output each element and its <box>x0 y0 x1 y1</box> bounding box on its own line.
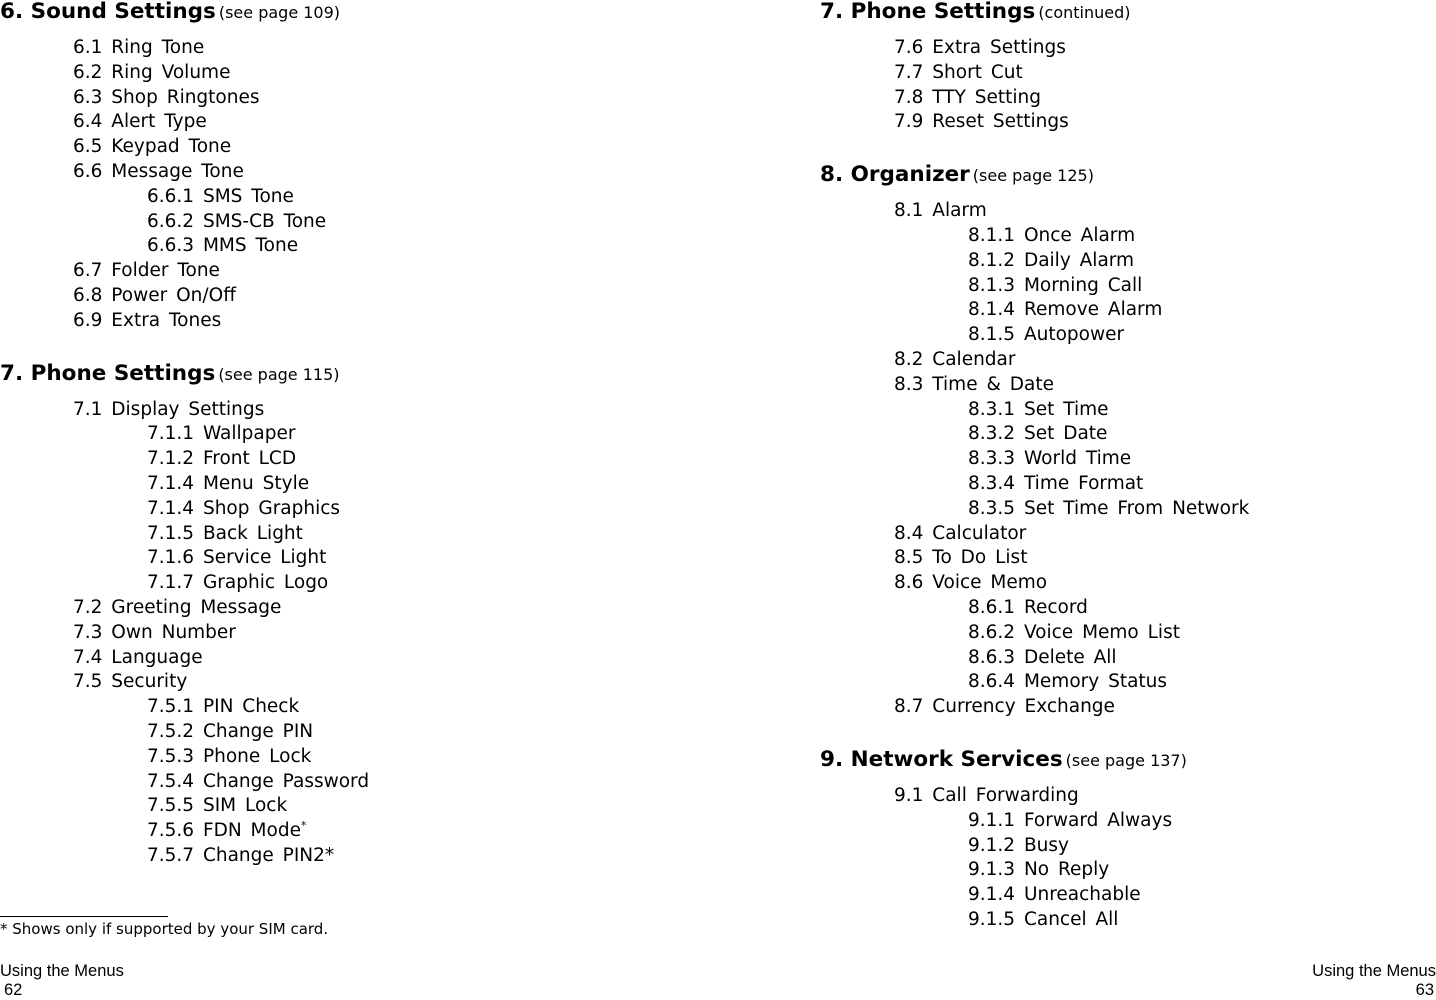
footnote: * Shows only if supported by your SIM card. <box>0 920 329 938</box>
submenu-item <box>820 670 1420 695</box>
right-page-number: 63 <box>1415 981 1434 999</box>
menu-item <box>820 546 1420 571</box>
menu-item-label: 7.5.3 Phone Lock <box>147 745 312 767</box>
menu-item-label: 7.6 Extra Settings <box>894 37 1066 58</box>
menu-item-label: 7.1 Display Settings <box>73 398 265 420</box>
menu-item <box>820 348 1420 373</box>
menu-item-label: 8.3 Time & Date <box>894 373 1054 395</box>
submenu-item <box>820 249 1420 274</box>
section-heading <box>820 0 1420 24</box>
menu-item <box>820 36 1420 61</box>
submenu-item <box>820 298 1420 323</box>
section-title: 8. Organizer <box>820 162 970 188</box>
section-title: 9. Network Services <box>820 746 1063 772</box>
menu-item-label: 9.1.4 Unreachable <box>968 884 1141 906</box>
submenu-item <box>820 809 1420 834</box>
submenu-item <box>0 571 700 596</box>
menu-item-label: 8.3.2 Set Date <box>968 423 1108 445</box>
menu-item-list <box>820 36 1420 135</box>
menu-item-label: 7.2 Greeting Message <box>73 596 282 618</box>
menu-item <box>820 373 1420 398</box>
menu-item-label: 8.6.3 Delete All <box>968 646 1117 668</box>
menu-item <box>0 259 700 284</box>
section-title: 6. Sound Settings <box>0 0 216 24</box>
left-page-number: 62 <box>4 981 23 999</box>
menu-item-label: 7.5.1 PIN Check <box>147 696 300 718</box>
menu-item <box>0 670 700 695</box>
menu-item-label: 6.6.2 SMS-CB Tone <box>147 210 327 232</box>
menu-item-list <box>0 36 700 334</box>
menu-item <box>0 284 700 309</box>
submenu-item <box>820 497 1420 522</box>
menu-item-label: 9.1.5 Cancel All <box>968 908 1119 930</box>
menu-item-label: 6.7 Folder Tone <box>73 260 220 282</box>
footnote-divider <box>0 916 168 917</box>
menu-item-label: 9.1.2 Busy <box>968 834 1069 856</box>
menu-item-list <box>820 199 1420 720</box>
submenu-item <box>820 883 1420 908</box>
menu-item-label: 6.4 Alert Type <box>73 111 207 133</box>
menu-item-label: 8.1 Alarm <box>894 200 987 222</box>
menu-item-label: 9.1 Call Forwarding <box>894 784 1079 806</box>
menu-item-label: 9.1.1 Forward Always <box>968 809 1173 831</box>
menu-item-label: 7.5.4 Change Password <box>147 770 370 792</box>
menu-item-label: 7.1.4 Shop Graphics <box>147 497 341 519</box>
menu-item-label: 7.1.6 Service Light <box>147 547 327 569</box>
section-heading <box>820 163 1420 187</box>
submenu-item <box>820 447 1420 472</box>
menu-item-label: 6.5 Keypad Tone <box>73 136 232 158</box>
menu-item-label: 6.6.3 MMS Tone <box>147 235 299 257</box>
menu-item-label: 8.1.1 Once Alarm <box>968 224 1136 246</box>
submenu-item <box>0 234 700 259</box>
menu-item <box>820 695 1420 720</box>
menu-item-list <box>0 398 700 869</box>
menu-item-label: 7.1.2 Front LCD <box>147 448 297 470</box>
section-page-reference: (see page 109) <box>218 3 341 22</box>
menu-item-label: 8.1.2 Daily Alarm <box>968 249 1135 271</box>
menu-item-label: 8.3.1 Set Time <box>968 398 1109 420</box>
submenu-item <box>0 447 700 472</box>
right-page-column <box>820 0 1420 933</box>
menu-item-label: 7.8 TTY Setting <box>894 86 1041 108</box>
left-page-column <box>0 0 700 869</box>
submenu-item <box>0 794 700 819</box>
submenu-item <box>0 497 700 522</box>
menu-item-label: 8.3.4 Time Format <box>968 472 1144 494</box>
section-page-reference: (see page 125) <box>972 166 1094 186</box>
menu-item <box>0 86 700 111</box>
submenu-item <box>0 185 700 210</box>
menu-item-label: 7.9 Reset Settings <box>894 111 1069 133</box>
section-heading <box>820 748 1420 772</box>
menu-item-label: 7.4 Language <box>73 646 203 668</box>
menu-item <box>820 61 1420 86</box>
menu-item-label: 8.3.3 World Time <box>968 448 1132 470</box>
menu-item-label: 8.6.1 Record <box>968 596 1088 618</box>
menu-item <box>820 86 1420 111</box>
section-heading <box>0 0 700 24</box>
menu-item-label: 8.6.4 Memory Status <box>968 671 1168 693</box>
submenu-item <box>820 834 1420 859</box>
menu-item <box>0 646 700 671</box>
section-page-reference: (continued) <box>1038 3 1131 22</box>
left-footer-title: Using the Menus <box>0 962 124 980</box>
section-title: 7. Phone Settings <box>0 360 216 386</box>
menu-item <box>0 110 700 135</box>
menu-item-label: 8.4 Calculator <box>894 522 1027 544</box>
submenu-item <box>820 398 1420 423</box>
submenu-item <box>0 422 700 447</box>
submenu-item <box>0 522 700 547</box>
menu-item-label: 8.1.5 Autopower <box>968 324 1125 346</box>
menu-item-list <box>820 784 1420 933</box>
menu-item <box>0 160 700 185</box>
submenu-item <box>820 422 1420 447</box>
menu-item <box>0 596 700 621</box>
menu-item <box>0 309 700 334</box>
menu-item-label: 8.7 Currency Exchange <box>894 696 1115 718</box>
menu-item-label: 6.2 Ring Volume <box>73 61 231 83</box>
submenu-item <box>0 844 700 869</box>
menu-item-label: 7.1.4 Menu Style <box>147 472 310 494</box>
section-heading <box>0 362 700 386</box>
menu-item <box>0 61 700 86</box>
section-page-reference: (see page 137) <box>1065 750 1187 770</box>
submenu-item <box>820 646 1420 671</box>
menu-item-label: 7.3 Own Number <box>73 621 236 643</box>
menu-item-label: 8.1.3 Morning Call <box>968 274 1143 296</box>
submenu-item <box>820 596 1420 621</box>
menu-item-label: 7.5.7 Change PIN2* <box>147 844 335 866</box>
submenu-item <box>820 472 1420 497</box>
submenu-item <box>0 770 700 795</box>
menu-item-label: 6.9 Extra Tones <box>73 309 222 331</box>
menu-item-label: 7.1.7 Graphic Logo <box>147 572 329 594</box>
menu-item <box>0 398 700 423</box>
submenu-item <box>820 274 1420 299</box>
submenu-item <box>0 720 700 745</box>
submenu-item <box>820 621 1420 646</box>
submenu-item <box>0 472 700 497</box>
menu-item <box>0 36 700 61</box>
menu-item-label: 7.1.1 Wallpaper <box>147 423 296 445</box>
menu-item-label: 6.6 Message Tone <box>73 160 244 182</box>
menu-item-label: 7.5.5 SIM Lock <box>147 795 288 817</box>
submenu-item <box>820 224 1420 249</box>
menu-item-label: 7.7 Short Cut <box>894 61 1023 83</box>
menu-item-label: 6.8 Power On/Off <box>73 284 236 306</box>
menu-item-label: 8.3.5 Set Time From Network <box>968 497 1250 519</box>
section-page-reference: (see page 115) <box>218 364 340 384</box>
right-footer-title: Using the Menus <box>1312 962 1436 980</box>
menu-item <box>0 135 700 160</box>
menu-item <box>820 522 1420 547</box>
submenu-item <box>0 819 700 844</box>
menu-item-label: 8.2 Calendar <box>894 348 1016 370</box>
footnote-marker: * <box>300 818 307 832</box>
menu-item-label: 8.6.2 Voice Memo List <box>968 621 1180 643</box>
submenu-item <box>0 695 700 720</box>
menu-item <box>820 199 1420 224</box>
menu-item <box>0 621 700 646</box>
menu-item-label: 8.6 Voice Memo <box>894 572 1048 594</box>
submenu-item <box>0 210 700 235</box>
submenu-item <box>820 908 1420 933</box>
menu-item-label: 7.5.2 Change PIN <box>147 720 314 742</box>
menu-item-label: 6.1 Ring Tone <box>73 37 205 58</box>
menu-item-label: 6.6.1 SMS Tone <box>147 185 294 207</box>
submenu-item <box>0 745 700 770</box>
submenu-item <box>0 546 700 571</box>
menu-item <box>820 571 1420 596</box>
menu-item <box>820 784 1420 809</box>
menu-item <box>820 110 1420 135</box>
menu-item-label: 8.1.4 Remove Alarm <box>968 299 1163 321</box>
menu-item-label: 6.3 Shop Ringtones <box>73 86 260 108</box>
menu-item-label: 7.5 Security <box>73 671 188 693</box>
menu-item-label: 7.1.5 Back Light <box>147 522 303 544</box>
submenu-item <box>820 323 1420 348</box>
menu-item-label: 8.5 To Do List <box>894 547 1028 569</box>
menu-item-label: 7.5.6 FDN Mode <box>147 820 301 842</box>
submenu-item <box>820 858 1420 883</box>
section-title: 7. Phone Settings <box>820 0 1036 24</box>
menu-item-label: 9.1.3 No Reply <box>968 859 1110 881</box>
